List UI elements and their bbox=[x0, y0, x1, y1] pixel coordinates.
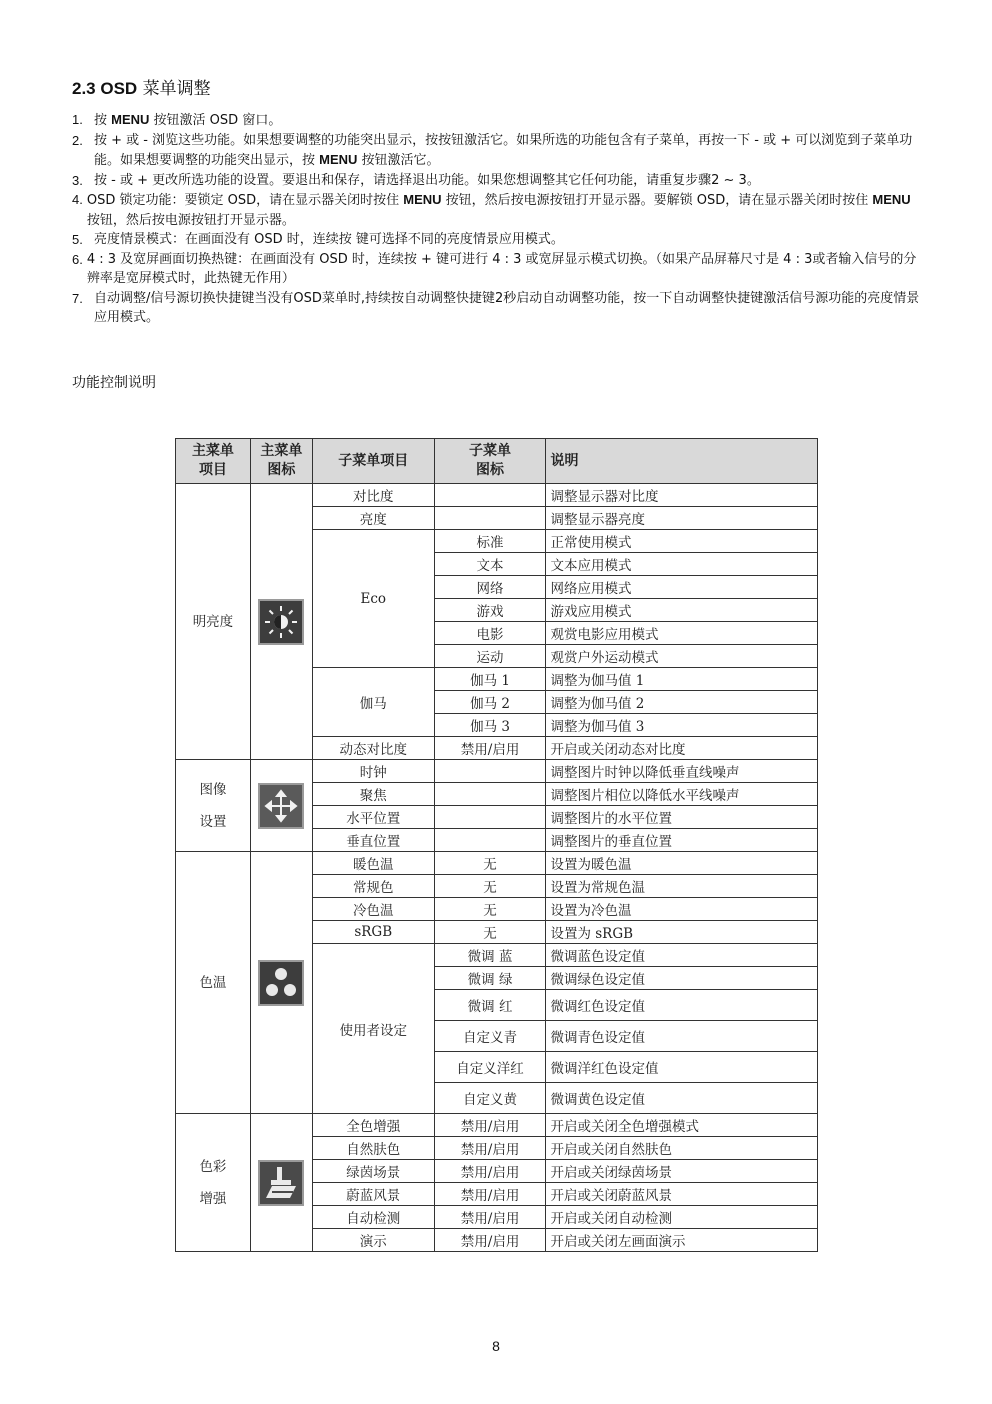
list-item: 4. OSD 锁定功能：要锁定 OSD，请在显示器关闭时按住 MENU 按钮，然后按电源按钮打开显示器。要解锁 OSD，请在显示器关闭时按住 MENU 按钮，然后按电源按钮打开显示器。 bbox=[72, 192, 911, 228]
subheading: 功能控制说明 bbox=[72, 375, 156, 391]
menu-brightness: 明亮度 bbox=[176, 484, 251, 760]
table-row: 伽马 3 调整为伽马值 3 bbox=[176, 714, 818, 737]
table-header-row bbox=[176, 439, 818, 484]
table-row: 文本 文本应用模式 bbox=[176, 553, 818, 576]
submenu-eco: Eco bbox=[312, 530, 434, 668]
page-number: 8 bbox=[492, 1338, 500, 1354]
header-submenu-item: 子菜单项目 bbox=[312, 439, 434, 484]
table-row: 使用者设定 微调 蓝 微调蓝色设定值 bbox=[176, 944, 818, 967]
list-item: 7. 自动调整/信号源切换快捷键当没有OSD菜单时,持续按自动调整快捷键2秒启动自动调整功能，按一下自动调整快捷键激活信号源功能的亮度情景应用模式。 bbox=[72, 290, 920, 325]
table-row: 常规色 无 设置为常规色温 bbox=[176, 875, 818, 898]
table-row: 垂直位置 调整图片的垂直位置 bbox=[176, 829, 818, 852]
list-item: 3. 按 - 或 + 更改所选功能的设置。要退出和保存，请选择退出功能。如果您想调整其它任何功能，请重复步骤2 ~ 3。 bbox=[72, 172, 760, 188]
list-item: 1. 按 MENU 按钮激活 OSD 窗口。 bbox=[72, 112, 282, 128]
submenu-gamma: 伽马 bbox=[312, 668, 434, 737]
table-row: 自动检测 禁用/启用 开启或关闭自动检测 bbox=[176, 1206, 818, 1229]
menu-color-enhance: 色彩 增强 bbox=[176, 1114, 251, 1252]
header-main-menu-item: 主菜单 项目 bbox=[176, 439, 251, 484]
table-row: 网络 网络应用模式 bbox=[176, 576, 818, 599]
color-temp-icon bbox=[258, 960, 304, 1006]
table-row: 伽马 2 调整为伽马值 2 bbox=[176, 691, 818, 714]
table-row: 自定义黄 微调黄色设定值 bbox=[176, 1083, 818, 1114]
color-enhance-icon bbox=[258, 1160, 304, 1206]
section-title: 菜单调整 bbox=[142, 79, 211, 99]
list-item: 5. 亮度情景模式：在画面没有 OSD 时，连续按 键可选择不同的亮度情景应用模式。 bbox=[72, 232, 564, 247]
table-row: 蔚蓝风景 禁用/启用 开启或关闭蔚蓝风景 bbox=[176, 1183, 818, 1206]
table-row: Eco 标准 正常使用模式 bbox=[176, 530, 818, 553]
submenu-user-setting: 使用者设定 bbox=[312, 944, 434, 1114]
list-item: 2. 按 + 或 - 浏览这些功能。如果想要调整的功能突出显示，按按钮激活它。如果所选的功能包含有子菜单，再按一下 - 或 + 可以浏览到子菜单功能。如果想要调整的功能突出显示，按 MENU 按钮激活它。 bbox=[72, 132, 913, 168]
brightness-icon bbox=[258, 599, 304, 645]
header-description: 说明 bbox=[546, 439, 818, 484]
section-heading bbox=[72, 74, 211, 99]
table-row: 伽马 伽马 1 调整为伽马值 1 bbox=[176, 668, 818, 691]
table-row: 明亮度 对比度 调整显示器对比度 bbox=[176, 484, 818, 507]
table-row: 亮度 调整显示器亮度 bbox=[176, 507, 818, 530]
table-row: 微调 红 微调红色设定值 bbox=[176, 990, 818, 1021]
header-submenu-icon: 子菜单 图标 bbox=[434, 439, 546, 484]
table-row: 微调 绿 微调绿色设定值 bbox=[176, 967, 818, 990]
move-arrows-icon bbox=[258, 783, 304, 829]
table-row: 色彩 增强 全色增强 禁用/启用 开启或关闭全色增强模式 bbox=[176, 1114, 818, 1137]
table-row: 演示 禁用/启用 开启或关闭左画面演示 bbox=[176, 1229, 818, 1252]
section-number: 2.3 OSD bbox=[72, 79, 138, 98]
osd-function-table bbox=[175, 438, 818, 1252]
list-item: 6. 4 : 3 及宽屏画面切换热键：在画面没有 OSD 时，连续按 + 键可进行 4 : 3 或宽屏显示模式切换。（如果产品屏幕尺寸是 4 : 3或者输入信号的分辨率是宽屏模式时，此热键无作用） bbox=[72, 251, 917, 286]
menu-image-setup: 图像 设置 bbox=[176, 760, 251, 852]
table-row: 聚焦 调整图片相位以降低水平线噪声 bbox=[176, 783, 818, 806]
menu-color-temp: 色温 bbox=[176, 852, 251, 1114]
table-row: 色温 暖色温 无 设置为暖色温 bbox=[176, 852, 818, 875]
table-row: 电影 观赏电影应用模式 bbox=[176, 622, 818, 645]
table-row: 游戏 游戏应用模式 bbox=[176, 599, 818, 622]
table-row: 自然肤色 禁用/启用 开启或关闭自然肤色 bbox=[176, 1137, 818, 1160]
header-main-menu-icon: 主菜单 图标 bbox=[250, 439, 312, 484]
table-row: 运动 观赏户外运动模式 bbox=[176, 645, 818, 668]
table-row: 绿茵场景 禁用/启用 开启或关闭绿茵场景 bbox=[176, 1160, 818, 1183]
table-row: 冷色温 无 设置为冷色温 bbox=[176, 898, 818, 921]
table-row: 自定义青 微调青色设定值 bbox=[176, 1021, 818, 1052]
instruction-list bbox=[72, 110, 924, 328]
table-row: sRGB 无 设置为 sRGB bbox=[176, 921, 818, 944]
table-row: 水平位置 调整图片的水平位置 bbox=[176, 806, 818, 829]
table-row: 动态对比度 禁用/启用 开启或关闭动态对比度 bbox=[176, 737, 818, 760]
table-row: 自定义洋红 微调洋红色设定值 bbox=[176, 1052, 818, 1083]
table-row: 图像 设置 时钟 调整图片时钟以降低垂直线噪声 bbox=[176, 760, 818, 783]
